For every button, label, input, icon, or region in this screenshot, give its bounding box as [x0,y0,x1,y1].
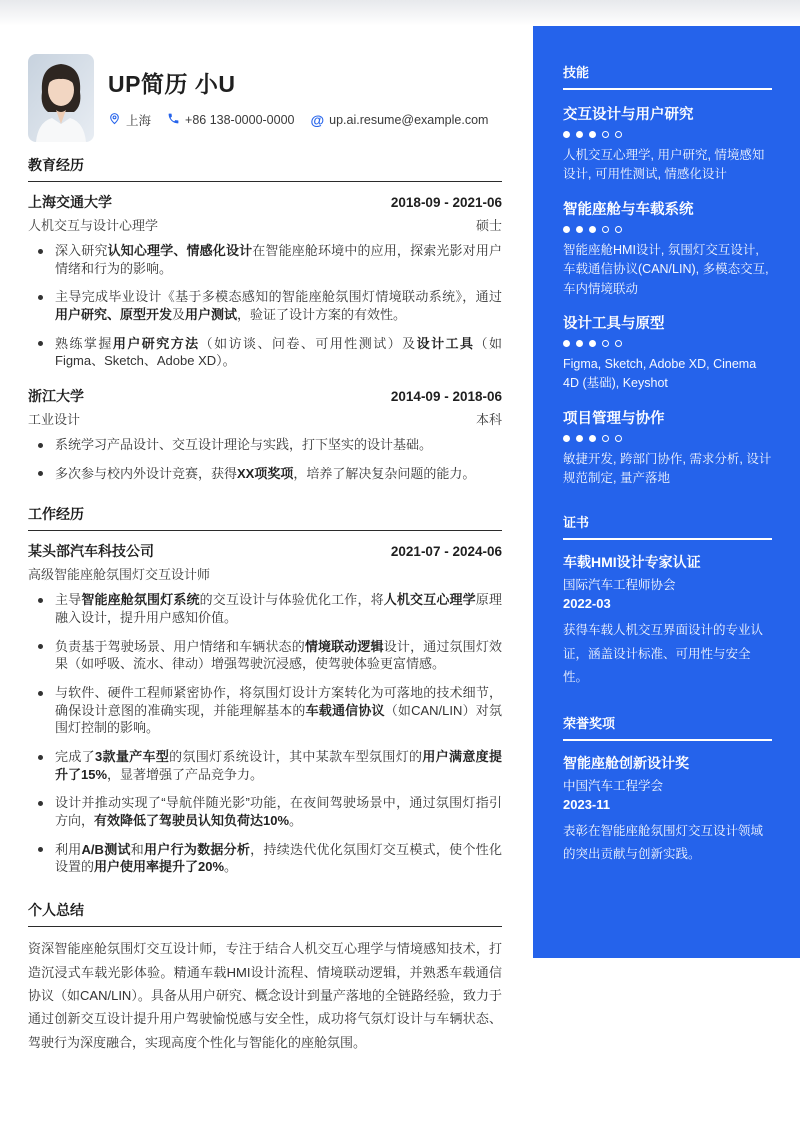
certificate-date: 2022-03 [563,596,611,612]
skill-item [563,103,772,185]
contact-text: +86 138-0000-0000 [185,113,295,127]
bullet-item: 主导智能座舱氛围灯系统的交互设计与体验优化工作，将人机交互心理学原理融入设计，提升用户感知价值。 [28,591,502,626]
sidebar-skills [563,62,772,488]
school-name: 浙江大学 [28,388,84,405]
skill-level-dot [589,340,596,347]
education-entry-subheader [28,212,502,234]
work-date: 2021-07 - 2024-06 [390,544,502,560]
skill-level-dot [615,131,622,138]
at-icon: @ [310,112,325,128]
skill-level-dot [602,131,609,138]
summary-section-title: 个人总结 [28,900,502,927]
education-entry [28,192,502,370]
awards-title: 荣誉奖项 [563,713,772,741]
education-bullets [28,242,502,370]
certificate-org: 国际汽车工程师协会 [563,578,676,593]
section-work [28,504,502,876]
education-entry-header [28,192,502,212]
skill-description: 智能座舱HMI设计, 氛围灯交互设计, 车载通信协议(CAN/LIN), 多模态交互, 车内情境联动 [563,242,769,296]
bullet-item: 与软件、硬件工程师紧密协作，将氛围灯设计方案转化为可落地的技术细节，确保设计意图的准确实现，并能理解基本的车载通信协议（如CAN/LIN）对氛围灯控制的影响。 [28,684,502,737]
skill-level-dot [576,435,583,442]
certificate-name: 车载HMI设计专家认证 [563,554,701,571]
bullet-item: 设计并推动实现了“导航伴随光影”功能，在夜间驾驶场景中，通过氛围灯指引方向，有效降低了驾驶员认知负荷达10%。 [28,794,502,829]
education-items [28,192,502,482]
award-description: 表彰在智能座舱氛围灯交互设计领域的突出贡献与创新实践。 [563,823,764,861]
company-name: 某头部汽车科技公司 [28,543,154,560]
location-icon [108,112,121,128]
education-date: 2018-09 - 2021-06 [390,195,502,210]
skill-level-dots [563,435,772,442]
award-items [563,753,772,866]
skill-name: 项目管理与协作 [563,410,665,427]
skill-level-dot [589,435,596,442]
skill-items [563,103,772,488]
contact-text: 上海 [126,114,152,128]
skill-level-dot [563,340,570,347]
main-column [28,26,502,1054]
contact-item [167,112,294,128]
skill-level-dots [563,131,772,138]
job-title: 高级智能座舱氛围灯交互设计师 [28,567,211,583]
skill-description: 人机交互心理学, 用户研究, 情境感知设计, 可用性测试, 情感化设计 [563,148,765,182]
section-education [28,155,502,482]
skills-title: 技能 [563,62,772,90]
summary-text: 资深智能座舱氛围灯交互设计师，专注于结合人机交互心理学与情境感知技术，打造沉浸式车载光影体验。精通车载HMI设计流程、情境联动逻辑，并熟悉车载通信协议（如CAN/LIN）。具备从用户研究、概念设计到量产落地的全链路经验，致力于通过创新交互设计提升用户驾驶愉悦感与安全性，成功将气氛灯设计与车辆状态、驾驶行为深度融合，实现高度个性化与智能化的座舱氛围。 [28,941,502,1050]
candidate-name: UP简历 小U [108,71,236,97]
education-entry [28,386,502,482]
award-name: 智能座舱创新设计奖 [563,754,689,771]
contact-item [108,111,151,129]
award-date: 2023-11 [563,796,610,812]
work-bullets [28,591,502,876]
contact-row [108,111,488,129]
skill-level-dot [576,340,583,347]
education-entry-header [28,386,502,406]
sidebar [533,26,800,958]
skill-level-dot [563,131,570,138]
work-items [28,541,502,876]
skill-level-dot [602,435,609,442]
skill-level-dot [589,226,596,233]
identity-header [28,54,502,142]
award [563,753,772,866]
work-section-title: 工作经历 [28,504,502,531]
contact-item [311,113,489,127]
skill-level-dot [576,131,583,138]
sidebar-awards [563,713,772,866]
major-name: 工业设计 [28,412,81,428]
education-date: 2014-09 - 2018-06 [390,389,502,405]
skill-level-dot [589,131,596,138]
cert-items [563,552,772,688]
skill-level-dot [576,226,583,233]
skill-description: Figma, Sketch, Adobe XD, Cinema 4D (基础), Keyshot [563,356,757,391]
education-section-title: 教育经历 [28,155,502,182]
skill-level-dot [615,226,622,233]
degree-label: 本科 [475,412,502,428]
identity-text [108,54,488,142]
bullet-item: 负责基于驾驶场景、用户情绪和车辆状态的情境联动逻辑设计，通过氛围灯效果（如呼吸、流水、律动）增强驾驶沉浸感，使驾驶体验更富情感。 [28,638,502,673]
bullet-item: 深入研究认知心理学、情感化设计在智能座舱环境中的应用，探索光影对用户情绪和行为的影响。 [28,242,502,277]
certificate-description: 获得车载人机交互界面设计的专业认证，涵盖设计标准、可用性与安全性。 [563,623,764,684]
profile-photo [28,54,94,142]
degree-label: 硕士 [475,218,502,233]
contact-text: up.ai.resume@example.com [329,113,489,127]
work-entry-header [28,541,502,561]
certificate [563,552,772,688]
major-name: 人机交互与设计心理学 [28,218,159,233]
bullet-item: 系统学习产品设计、交互设计理论与实践，打下坚实的设计基础。 [28,436,502,454]
section-summary [28,900,502,1054]
education-bullets [28,436,502,482]
page-top-shadow [0,0,800,26]
sidebar-certs [563,512,772,688]
skill-name: 智能座舱与车载系统 [563,201,694,218]
phone-icon [167,112,180,128]
skill-item [563,198,772,299]
skill-item [563,312,772,394]
skill-level-dot [615,340,622,347]
skill-name: 交互设计与用户研究 [563,107,694,123]
school-name: 上海交通大学 [28,194,112,210]
bullet-item: 利用A/B测试和用户行为数据分析，持续迭代优化氛围灯交互模式，使个性化设置的用户使用率提升了20%。 [28,841,502,876]
bullet-item: 主导完成毕业设计《基于多模态感知的智能座舱氛围灯情境联动系统》，通过用户研究、原型开发及用户测试，验证了设计方案的有效性。 [28,288,502,323]
skill-name: 设计工具与原型 [563,315,665,332]
skill-level-dots [563,226,772,233]
skill-level-dot [602,226,609,233]
bullet-item: 完成了3款量产车型的氛围灯系统设计，其中某款车型氛围灯的用户满意度提升了15%，显著增强了产品竞争力。 [28,748,502,783]
bullet-item: 多次参与校内外设计竞赛，获得XX项奖项，培养了解决复杂问题的能力。 [28,465,502,483]
skill-level-dot [563,435,570,442]
skill-level-dot [602,340,609,347]
skill-level-dot [563,226,570,233]
skill-level-dot [615,435,622,442]
award-org: 中国汽车工程学会 [563,778,664,793]
bullet-item: 熟练掌握用户研究方法（如访谈、问卷、可用性测试）及设计工具（如Figma、Sketch、Adobe XD）。 [28,335,502,370]
skill-description: 敏捷开发, 跨部门协作, 需求分析, 设计规范制定, 量产落地 [563,451,772,485]
skill-level-dots [563,340,772,347]
skill-item [563,407,772,489]
certs-title: 证书 [563,512,772,540]
education-entry-subheader [28,406,502,428]
work-entry [28,541,502,876]
